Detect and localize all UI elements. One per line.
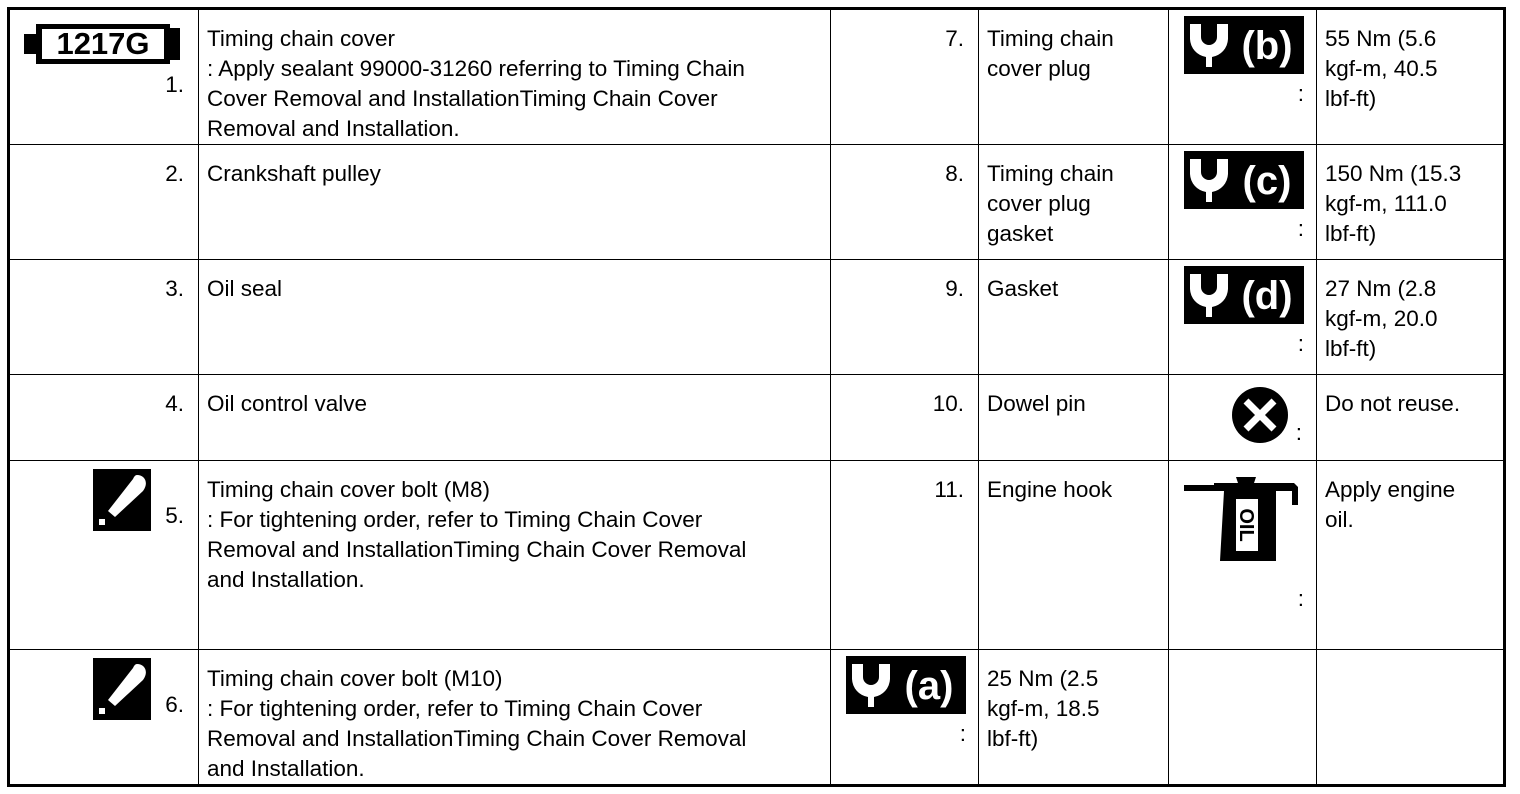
do-not-reuse-icon bbox=[1230, 385, 1290, 445]
description-line: Removal and InstallationTiming Chain Cover Removal bbox=[207, 537, 747, 562]
item-6-description bbox=[199, 650, 831, 786]
legend-row-5 bbox=[9, 461, 1505, 650]
spec-line: Apply engine bbox=[1325, 477, 1456, 502]
description-line: and Installation. bbox=[207, 567, 365, 592]
item-8-number-cell bbox=[831, 145, 979, 260]
svg-text:(b): (b) bbox=[1241, 24, 1293, 68]
description-line: Cover Removal and InstallationTiming Chain Cover bbox=[207, 86, 718, 111]
item-11-spec bbox=[1317, 461, 1505, 650]
item-7-icon-cell bbox=[1169, 9, 1317, 145]
description-line: Oil control valve bbox=[207, 391, 368, 416]
description-line: gasket bbox=[987, 221, 1054, 246]
item-2-description bbox=[199, 145, 831, 260]
description-line: Removal and InstallationTiming Chain Cover Removal bbox=[207, 726, 747, 751]
item-10-description bbox=[979, 375, 1169, 461]
item-number: 11. bbox=[934, 477, 964, 502]
colon: : bbox=[1297, 586, 1304, 611]
description-line: and Installation. bbox=[207, 756, 365, 781]
item-11-number-cell bbox=[831, 461, 979, 650]
torque-d-icon bbox=[1184, 266, 1304, 324]
colon: : bbox=[1297, 331, 1304, 356]
description-line: cover plug bbox=[987, 191, 1091, 216]
description-line: Removal and Installation. bbox=[207, 116, 460, 141]
item-10-spec bbox=[1317, 375, 1505, 461]
spec-line: kgf-m, 111.0 bbox=[1325, 191, 1447, 216]
item-6-icon-cell bbox=[831, 650, 979, 786]
component-legend-table bbox=[7, 7, 1506, 787]
svg-text:(a): (a) bbox=[904, 664, 954, 708]
spec-line: lbf-ft) bbox=[1325, 86, 1377, 111]
item-number: 9. bbox=[945, 276, 964, 301]
item-9-icon-cell bbox=[1169, 260, 1317, 375]
spec-line: kgf-m, 40.5 bbox=[1325, 56, 1438, 81]
item-8-description bbox=[979, 145, 1169, 260]
description-line: : Apply sealant 99000-31260 referring to Timing Chain bbox=[207, 56, 745, 81]
spec-line: Do not reuse. bbox=[1325, 391, 1461, 416]
description-line: : For tightening order, refer to Timing Chain Cover bbox=[207, 696, 703, 721]
sealant-1217g-icon bbox=[24, 20, 184, 68]
spec-line: 150 Nm (15.3 bbox=[1325, 161, 1462, 186]
item-3-number-cell bbox=[9, 260, 199, 375]
item-11-description bbox=[979, 461, 1169, 650]
svg-text:(c): (c) bbox=[1242, 159, 1292, 203]
colon: : bbox=[1297, 216, 1304, 241]
legend-row-3 bbox=[9, 260, 1505, 375]
item-number: 6. bbox=[165, 692, 184, 717]
spec-line: 25 Nm (2.5 bbox=[987, 666, 1099, 691]
description-line: Dowel pin bbox=[987, 391, 1086, 416]
svg-text:OIL: OIL bbox=[1235, 508, 1257, 542]
description-line: : For tightening order, refer to Timing Chain Cover bbox=[207, 507, 703, 532]
empty-cell bbox=[1169, 650, 1317, 786]
item-number: 3. bbox=[165, 276, 184, 301]
legend-row-4 bbox=[9, 375, 1505, 461]
item-11-icon-cell bbox=[1169, 461, 1317, 650]
legend-row-1 bbox=[9, 9, 1505, 145]
item-2-number-cell bbox=[9, 145, 199, 260]
item-5-description bbox=[199, 461, 831, 650]
svg-text:(d): (d) bbox=[1241, 274, 1293, 318]
spec-line: 55 Nm (5.6 bbox=[1325, 26, 1437, 51]
tightening-order-icon bbox=[93, 658, 151, 720]
spec-line: lbf-ft) bbox=[1325, 221, 1377, 246]
item-9-number-cell bbox=[831, 260, 979, 375]
item-10-number-cell bbox=[831, 375, 979, 461]
description-line: Crankshaft pulley bbox=[207, 161, 381, 186]
torque-a-spec bbox=[979, 650, 1169, 786]
item-number: 8. bbox=[945, 161, 964, 186]
item-3-description bbox=[199, 260, 831, 375]
item-9-description bbox=[979, 260, 1169, 375]
item-8-spec bbox=[1317, 145, 1505, 260]
description-line: Timing chain bbox=[987, 26, 1114, 51]
item-7-description bbox=[979, 9, 1169, 145]
item-number: 10. bbox=[932, 391, 964, 416]
spec-line: lbf-ft) bbox=[987, 726, 1039, 751]
item-7-spec bbox=[1317, 9, 1505, 145]
item-10-icon-cell bbox=[1169, 375, 1317, 461]
description-line: cover plug bbox=[987, 56, 1091, 81]
item-1-description bbox=[199, 9, 831, 145]
description-line: Gasket bbox=[987, 276, 1059, 301]
engine-oil-can-icon bbox=[1184, 473, 1304, 569]
colon: : bbox=[1297, 81, 1304, 106]
description-line: Timing chain bbox=[987, 161, 1114, 186]
item-4-number-cell bbox=[9, 375, 199, 461]
torque-a-icon bbox=[846, 656, 966, 714]
colon: : bbox=[1295, 420, 1302, 445]
item-7-number-cell bbox=[831, 9, 979, 145]
item-6-number-cell bbox=[9, 650, 199, 786]
torque-c-icon bbox=[1184, 151, 1304, 209]
item-5-number-cell bbox=[9, 461, 199, 650]
description-line: Timing chain cover bbox=[207, 26, 395, 51]
description-line: Engine hook bbox=[987, 477, 1113, 502]
spec-line: lbf-ft) bbox=[1325, 336, 1377, 361]
colon: : bbox=[959, 721, 966, 746]
empty-cell bbox=[1317, 650, 1505, 786]
item-number: 5. bbox=[165, 503, 184, 528]
legend-row-2 bbox=[9, 145, 1505, 260]
legend-row-6 bbox=[9, 650, 1505, 786]
description-line: Oil seal bbox=[207, 276, 283, 301]
item-1-number-cell bbox=[9, 9, 199, 145]
item-number: 1. bbox=[165, 72, 184, 97]
spec-line: kgf-m, 20.0 bbox=[1325, 306, 1438, 331]
item-number: 7. bbox=[945, 26, 964, 51]
item-number: 2. bbox=[165, 161, 184, 186]
spec-line: oil. bbox=[1325, 507, 1354, 532]
item-9-spec bbox=[1317, 260, 1505, 375]
description-line: Timing chain cover bolt (M10) bbox=[207, 666, 503, 691]
spec-line: 27 Nm (2.8 bbox=[1325, 276, 1437, 301]
svg-text:1217G: 1217G bbox=[56, 26, 150, 61]
item-4-description bbox=[199, 375, 831, 461]
torque-b-icon bbox=[1184, 16, 1304, 74]
spec-line: kgf-m, 18.5 bbox=[987, 696, 1100, 721]
item-number: 4. bbox=[165, 391, 184, 416]
tightening-order-icon bbox=[93, 469, 151, 531]
item-8-icon-cell bbox=[1169, 145, 1317, 260]
description-line: Timing chain cover bolt (M8) bbox=[207, 477, 491, 502]
